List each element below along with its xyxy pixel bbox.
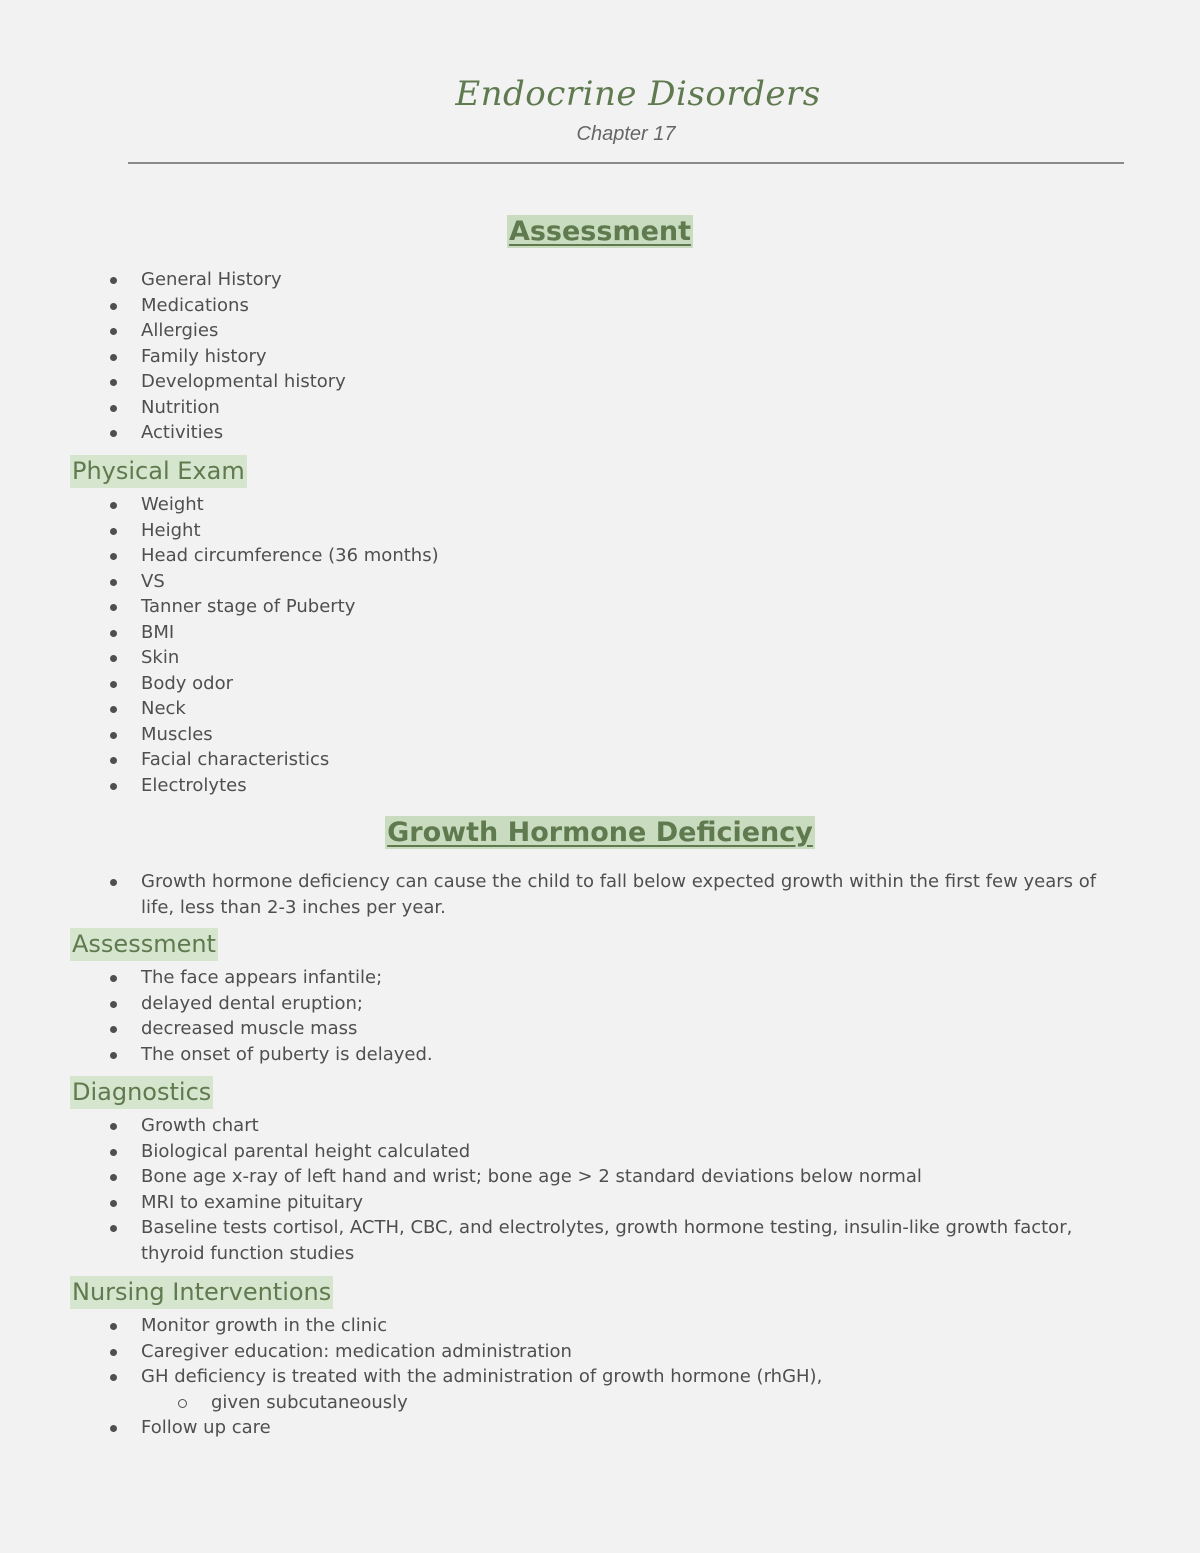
list-item: Body odor — [105, 671, 439, 697]
list-item: Weight — [105, 492, 439, 518]
list-item: General History — [105, 267, 346, 293]
list-item: Developmental history — [105, 369, 346, 395]
document-title: Endocrine Disorders — [455, 74, 821, 114]
list-item: Follow up care — [105, 1415, 1105, 1441]
ghd-assessment-list — [105, 965, 433, 1067]
list-item: Facial characteristics — [105, 747, 439, 773]
list-item: VS — [105, 569, 439, 595]
assessment-list — [105, 267, 346, 446]
list-item: delayed dental eruption; — [105, 991, 433, 1017]
list-item: The face appears infantile; — [105, 965, 433, 991]
list-item: Biological parental height calculated — [105, 1139, 1105, 1165]
list-item: Monitor growth in the clinic — [105, 1313, 1105, 1339]
section-heading-physical-exam: Physical Exam — [70, 455, 247, 488]
list-item: MRI to examine pituitary — [105, 1190, 1105, 1216]
list-item: Allergies — [105, 318, 346, 344]
list-item: Family history — [105, 344, 346, 370]
list-item: decreased muscle mass — [105, 1016, 433, 1042]
list-item: GH deficiency is treated with the administration of growth hormone (rhGH), — [105, 1364, 1105, 1390]
list-item: Medications — [105, 293, 346, 319]
list-item: Muscles — [105, 722, 439, 748]
list-item: The onset of puberty is delayed. — [105, 1042, 433, 1068]
list-item: BMI — [105, 620, 439, 646]
title-divider — [128, 162, 1124, 164]
list-item: Head circumference (36 months) — [105, 543, 439, 569]
list-item: Nutrition — [105, 395, 346, 421]
section-heading-assessment — [0, 216, 1200, 247]
list-item: Growth hormone deficiency can cause the child to fall below expected growth within the first few years of life, less than 2-3 inches per year. — [105, 869, 1105, 920]
nursing-interventions-list — [105, 1313, 1105, 1441]
ghd-heading-text: Growth Hormone Deficiency — [387, 817, 813, 848]
list-item: Activities — [105, 420, 346, 446]
list-item: Height — [105, 518, 439, 544]
physical-exam-list — [105, 492, 439, 798]
list-item: Electrolytes — [105, 773, 439, 799]
list-item: Tanner stage of Puberty — [105, 594, 439, 620]
section-heading-diagnostics: Diagnostics — [70, 1076, 213, 1109]
section-heading-nursing-interventions: Nursing Interventions — [70, 1276, 333, 1309]
list-item: Bone age x-ray of left hand and wrist; bone age > 2 standard deviations below normal — [105, 1164, 1105, 1190]
section-heading-ghd-assessment: Assessment — [70, 928, 218, 961]
document-subtitle: Chapter 17 — [576, 123, 676, 145]
list-item: Caregiver education: medication administration — [105, 1339, 1105, 1365]
list-item: Growth chart — [105, 1113, 1105, 1139]
assessment-heading-text: Assessment — [508, 216, 692, 247]
ghd-list — [105, 869, 1105, 920]
list-item: Baseline tests cortisol, ACTH, CBC, and electrolytes, growth hormone testing, insulin-like growth factor, thyroid function studies — [105, 1215, 1105, 1266]
list-item: Neck — [105, 696, 439, 722]
list-item: Skin — [105, 645, 439, 671]
diagnostics-list — [105, 1113, 1105, 1266]
section-heading-ghd — [0, 817, 1200, 848]
sub-list-item: given subcutaneously — [105, 1390, 1105, 1416]
